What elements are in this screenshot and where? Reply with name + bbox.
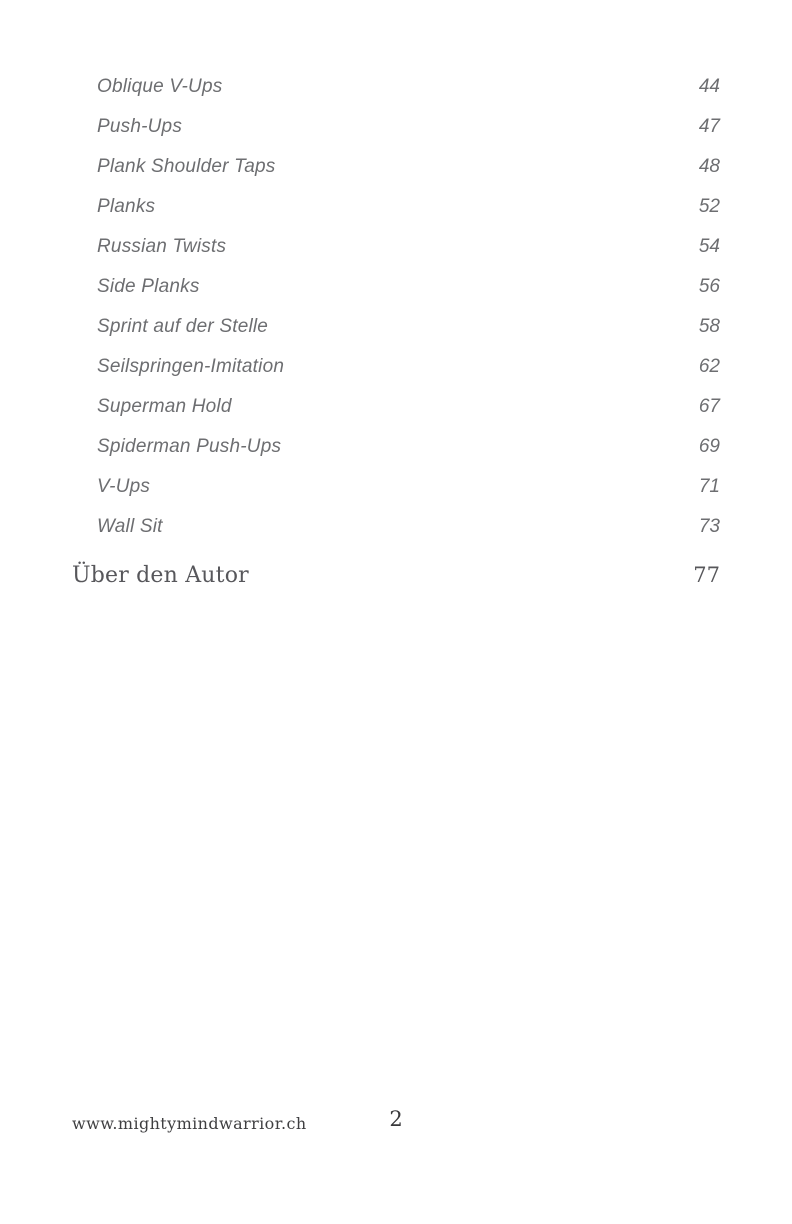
toc-entry-page: 54 bbox=[698, 236, 720, 257]
toc-entry-page: 52 bbox=[698, 196, 720, 217]
footer-website-link[interactable]: www.mightymindwarrior.ch bbox=[72, 1114, 307, 1133]
toc-entry[interactable] bbox=[72, 67, 720, 107]
toc-entry-page: 67 bbox=[698, 396, 720, 417]
toc-entry-label: Wall Sit bbox=[97, 516, 163, 537]
toc-entry[interactable] bbox=[72, 227, 720, 267]
toc-entry[interactable] bbox=[72, 267, 720, 307]
toc-entry-page: 58 bbox=[698, 316, 720, 337]
toc-entry-label: Seilspringen-Imitation bbox=[97, 356, 285, 377]
toc-entry[interactable] bbox=[72, 387, 720, 427]
toc-entry-label: Push-Ups bbox=[97, 116, 183, 137]
toc-entry-label: Planks bbox=[97, 196, 156, 217]
toc-entry-page: 56 bbox=[698, 276, 720, 297]
toc-entry-page: 48 bbox=[698, 156, 720, 177]
footer-page-number: 2 bbox=[389, 1107, 403, 1131]
toc-entry[interactable] bbox=[72, 187, 720, 227]
toc-entry-page: 69 bbox=[698, 436, 720, 457]
toc-entry-label: V-Ups bbox=[97, 476, 151, 497]
page-footer bbox=[72, 1095, 720, 1139]
toc-entry-label: Oblique V-Ups bbox=[97, 76, 223, 97]
toc-entry[interactable] bbox=[72, 147, 720, 187]
toc-entry-label: Sprint auf der Stelle bbox=[97, 316, 269, 337]
toc-entry[interactable] bbox=[72, 107, 720, 147]
toc-section-entry[interactable] bbox=[72, 555, 720, 595]
toc-entry-page: 73 bbox=[698, 516, 720, 537]
toc-entry[interactable] bbox=[72, 307, 720, 347]
toc-entry-label: Side Planks bbox=[97, 276, 200, 297]
toc-entry-label: Plank Shoulder Taps bbox=[97, 156, 276, 177]
toc-section-label: Über den Autor bbox=[72, 562, 249, 588]
toc-entry-page: 44 bbox=[698, 76, 720, 97]
toc-section-page: 77 bbox=[693, 563, 720, 587]
toc-entry[interactable] bbox=[72, 427, 720, 467]
table-of-contents bbox=[72, 67, 720, 595]
toc-entry-label: Russian Twists bbox=[97, 236, 227, 257]
toc-entry-page: 47 bbox=[698, 116, 720, 137]
toc-entry[interactable] bbox=[72, 467, 720, 507]
toc-entry-label: Spiderman Push-Ups bbox=[97, 436, 282, 457]
toc-entry[interactable] bbox=[72, 507, 720, 547]
toc-entry-page: 62 bbox=[698, 356, 720, 377]
toc-entry-page: 71 bbox=[698, 476, 720, 497]
toc-entry[interactable] bbox=[72, 347, 720, 387]
toc-entry-label: Superman Hold bbox=[97, 396, 232, 417]
